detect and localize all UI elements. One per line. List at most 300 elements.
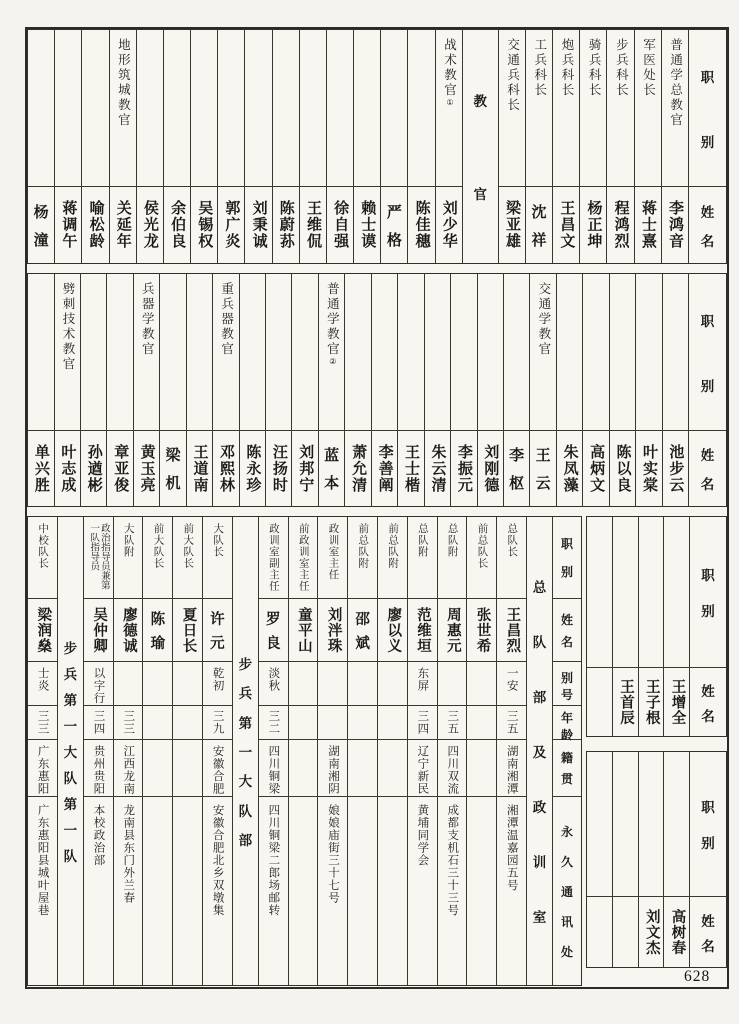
staff-name: 刘泮珠 (325, 606, 342, 654)
name-cell (259, 599, 288, 662)
header-column (688, 30, 726, 263)
person-column (612, 752, 638, 967)
alias-value: 东屏 (416, 667, 429, 692)
address-value: 湘潭温嘉园五号 (505, 804, 518, 892)
officer-name: 陈永珍 (244, 443, 262, 494)
officer-column (450, 274, 476, 506)
staff-column (113, 517, 143, 985)
age-cell (259, 706, 288, 740)
role-cell (187, 274, 212, 431)
officer-name: 刘秉诚 (250, 200, 268, 250)
role-cell (553, 30, 579, 187)
row-label-cell (553, 517, 581, 599)
staff-name: 王昌烈 (504, 606, 521, 654)
row-label-cell (553, 740, 581, 797)
officer-name: 刘少华 (440, 200, 458, 250)
page-number: 628 (684, 968, 711, 985)
staff-column (347, 517, 377, 985)
officer-column (291, 274, 317, 506)
role-cell (497, 517, 526, 599)
officer-column (133, 274, 159, 506)
name-cell (82, 187, 108, 263)
alias-cell (173, 662, 202, 706)
row-label-cell (553, 662, 581, 706)
name-cell (289, 599, 318, 662)
role-label: 骑兵科长 (587, 38, 602, 98)
officer-column (190, 30, 217, 263)
name-cell (173, 599, 202, 662)
officer-name: 王 云 (535, 447, 551, 492)
alias-cell (408, 662, 437, 706)
age-cell (408, 706, 437, 740)
address-value: 娘娘庙街三十七号 (327, 804, 340, 904)
name-cell (114, 599, 143, 662)
native-place-cell (289, 740, 318, 797)
address-cell (408, 797, 437, 985)
alias-cell (497, 662, 526, 706)
staff-column (437, 517, 467, 985)
header-column (689, 517, 726, 736)
native-place-cell (114, 740, 143, 797)
officer-column (299, 30, 326, 263)
age-cell (467, 706, 496, 740)
role-cell (408, 517, 437, 599)
alias-cell (114, 662, 143, 706)
officer-column (498, 30, 525, 263)
name-cell (583, 431, 608, 506)
name-cell (160, 431, 185, 506)
name-cell (613, 897, 638, 967)
age-cell (28, 706, 57, 740)
role-cell (114, 517, 143, 599)
officer-column (503, 274, 529, 506)
alias-value: 乾初 (211, 667, 224, 692)
officer-column (186, 274, 212, 506)
officer-name: 陈以良 (614, 443, 632, 494)
person-name: 王子根 (643, 678, 660, 726)
role-cell (28, 30, 54, 187)
role-cell (639, 752, 664, 897)
officer-column (407, 30, 434, 263)
name-header-label: 姓 名 (701, 683, 715, 724)
role-label: 前政训室主任 (297, 523, 310, 592)
staff-column (142, 517, 172, 985)
name-cell (553, 187, 579, 263)
native-place-value: 四川铜梁 (267, 745, 280, 795)
role-cell (587, 752, 612, 897)
officer-name: 陈蔚荪 (277, 200, 295, 250)
role-cell (504, 274, 529, 431)
officer-name: 刘邦宁 (297, 443, 315, 494)
role-cell (613, 752, 638, 897)
address-cell (438, 797, 467, 985)
role-label: 大队附 (122, 523, 135, 558)
role-cell (398, 274, 423, 431)
role-cell (137, 30, 163, 187)
unit-label: 步 兵 第 一 大 队 第 一 队 (63, 640, 78, 865)
officer-column (529, 274, 555, 506)
name-cell (345, 431, 370, 506)
staff-name: 罗 良 (265, 611, 281, 652)
address-cell (378, 797, 407, 985)
native-place-cell (28, 740, 57, 797)
name-cell (319, 431, 344, 506)
role-label: 政训室主任 (327, 523, 340, 581)
address-value: 黄埔同学会 (416, 804, 429, 867)
age-cell (348, 706, 377, 740)
name-cell (354, 187, 380, 263)
officer-column (28, 274, 53, 506)
role-cell (143, 517, 172, 599)
staff-name: 梁润燊 (35, 606, 52, 654)
role-cell (81, 274, 106, 431)
address-cell (28, 797, 57, 985)
native-place-cell (203, 740, 232, 797)
role-label: 总队附 (416, 523, 429, 558)
role-label: 前总队长 (476, 523, 489, 569)
name-cell (497, 599, 526, 662)
native-place-value: 四川双流 (446, 745, 459, 795)
age-cell (143, 706, 172, 740)
person-column (663, 752, 689, 967)
role-cell (354, 30, 380, 187)
right-side-tables (586, 516, 727, 968)
staff-name: 夏日长 (180, 606, 197, 654)
officer-name: 单兴胜 (32, 443, 50, 494)
officer-name: 池步云 (667, 443, 685, 494)
officer-name: 杨 潼 (33, 203, 49, 249)
officer-name: 萧允清 (350, 443, 368, 494)
name-cell (187, 431, 212, 506)
age-value: 三三 (36, 710, 49, 735)
officer-column (54, 30, 81, 263)
name-cell (451, 431, 476, 506)
alias-cell (467, 662, 496, 706)
instructors-table-top (27, 29, 727, 264)
role-cell (110, 30, 136, 187)
officer-column (109, 30, 136, 263)
age-value: 三九 (211, 710, 224, 735)
name-header-label: 姓 名 (700, 204, 715, 249)
header-column (688, 274, 726, 506)
officer-name: 郭广炎 (223, 200, 241, 250)
officer-column (397, 274, 423, 506)
role-header-cell (689, 30, 726, 187)
name-cell (408, 187, 434, 263)
name-cell (467, 599, 496, 662)
footnote-mark: ② (328, 357, 338, 366)
age-cell (114, 706, 143, 740)
officer-name: 沈 祥 (531, 203, 547, 249)
role-cell (218, 30, 244, 187)
role-cell (55, 30, 81, 187)
document-frame (25, 27, 729, 989)
role-label: 交通兵科长 (505, 38, 520, 113)
officer-name: 喻松龄 (87, 200, 105, 250)
staff-column (172, 517, 202, 985)
role-label: 普通学教官② (325, 282, 340, 366)
header-column (689, 752, 726, 967)
officer-name: 严 格 (386, 203, 402, 249)
staff-name: 童平山 (295, 606, 312, 654)
role-cell (662, 30, 688, 187)
role-label: 政训室副主任 (267, 523, 280, 592)
officer-column (159, 274, 185, 506)
role-label: 战术教官① (442, 38, 457, 107)
role-cell (55, 274, 80, 431)
role-cell (82, 30, 108, 187)
role-label: 炮兵科长 (559, 38, 574, 98)
merged-label: 教 官 (473, 94, 488, 202)
staff-name: 廖德诚 (120, 606, 137, 654)
officer-name: 吴锡权 (196, 200, 214, 250)
officer-column (81, 30, 108, 263)
name-cell (55, 187, 81, 263)
role-cell (663, 274, 688, 431)
person-column (587, 517, 612, 736)
name-cell (557, 431, 582, 506)
officer-column (272, 30, 299, 263)
age-value: 三四 (416, 710, 429, 735)
staff-column (466, 517, 496, 985)
name-cell (240, 431, 265, 506)
name-cell (436, 187, 462, 263)
role-cell (587, 517, 612, 668)
name-cell (664, 668, 689, 736)
person-column (663, 517, 689, 736)
row-label: 姓 名 (560, 612, 573, 649)
staff-name: 范维垣 (415, 606, 432, 654)
address-cell (348, 797, 377, 985)
address-cell (114, 797, 143, 985)
merged-cell (58, 517, 83, 985)
native-place-cell (378, 740, 407, 797)
name-cell (318, 599, 347, 662)
name-cell (526, 187, 552, 263)
age-cell (378, 706, 407, 740)
staff-name: 陈 瑜 (150, 611, 166, 652)
row-label: 别 号 (560, 670, 573, 702)
officer-name: 杨正坤 (585, 200, 603, 250)
person-column (638, 517, 664, 736)
role-header-label: 职 别 (700, 313, 715, 394)
native-place-cell (438, 740, 467, 797)
officer-name: 李善阐 (376, 443, 394, 494)
native-place-cell (143, 740, 172, 797)
name-cell (327, 187, 353, 263)
officer-name: 余伯良 (169, 200, 187, 250)
name-cell (499, 187, 525, 263)
role-cell (408, 30, 434, 187)
officer-name: 关延年 (114, 200, 132, 250)
age-cell (84, 706, 113, 740)
role-cell (273, 30, 299, 187)
officer-name: 刘刚德 (482, 443, 500, 494)
role-header-label: 职 别 (701, 800, 715, 851)
age-cell (203, 706, 232, 740)
officer-column (582, 274, 608, 506)
officer-name: 梁 机 (165, 447, 181, 492)
name-cell (639, 897, 664, 967)
row-label: 职 别 (560, 537, 573, 579)
officer-column (163, 30, 190, 263)
name-cell (110, 187, 136, 263)
age-cell (173, 706, 202, 740)
name-cell (662, 187, 688, 263)
name-cell (636, 431, 661, 506)
merged-cell (233, 517, 258, 985)
address-cell (318, 797, 347, 985)
name-cell (438, 599, 467, 662)
address-cell (143, 797, 172, 985)
row-label-cell (553, 797, 581, 985)
role-label: 前大队长 (152, 523, 165, 569)
name-cell (504, 431, 529, 506)
officer-column (318, 274, 344, 506)
age-value: 三四 (92, 710, 105, 735)
role-header-label: 职 别 (701, 568, 715, 619)
name-cell (378, 599, 407, 662)
person-column (587, 752, 612, 967)
officer-name: 徐自强 (332, 200, 350, 250)
officer-column (265, 274, 291, 506)
age-value: 三五 (505, 710, 518, 735)
native-place-cell (467, 740, 496, 797)
officer-column (477, 274, 503, 506)
name-cell (218, 187, 244, 263)
name-cell (607, 187, 633, 263)
alias-cell (438, 662, 467, 706)
role-header-cell (690, 752, 726, 897)
name-cell (664, 897, 689, 967)
role-cell (530, 274, 555, 431)
role-label: 前总队附 (387, 523, 400, 569)
role-cell (636, 274, 661, 431)
officer-column (525, 30, 552, 263)
name-header-cell (689, 187, 726, 263)
alias-cell (348, 662, 377, 706)
name-cell (639, 668, 664, 736)
age-cell (289, 706, 318, 740)
role-label: 地形筑城教官 (116, 38, 131, 128)
name-cell (134, 431, 159, 506)
staff-column (317, 517, 347, 985)
staff-column (28, 517, 57, 985)
name-header-cell (690, 668, 726, 736)
officer-name: 蒋士熹 (639, 200, 657, 250)
officer-name: 梁亚雄 (503, 200, 521, 250)
role-cell (478, 274, 503, 431)
role-cell (292, 274, 317, 431)
name-cell (191, 187, 217, 263)
address-cell (203, 797, 232, 985)
officer-name: 王士楷 (403, 443, 420, 494)
officer-column (371, 274, 397, 506)
name-cell (164, 187, 190, 263)
person-name: 王首辰 (617, 678, 634, 726)
alias-cell (84, 662, 113, 706)
role-cell (425, 274, 450, 431)
role-cell (134, 274, 159, 431)
staff-column (377, 517, 407, 985)
age-value: 三三 (122, 710, 135, 735)
officer-name: 叶实棠 (640, 443, 658, 494)
alias-cell (259, 662, 288, 706)
officer-column (80, 274, 106, 506)
officer-column (28, 30, 54, 263)
name-cell (28, 187, 54, 263)
officer-name: 陈佳穗 (413, 200, 431, 250)
staff-name: 吴仲卿 (91, 606, 108, 654)
role-cell (381, 30, 407, 187)
age-cell (318, 706, 347, 740)
officer-column (662, 274, 688, 506)
alias-value: 一安 (505, 667, 518, 692)
alias-value: 淡秋 (267, 667, 280, 692)
name-header-label: 姓 名 (700, 448, 715, 492)
staff-column (202, 517, 232, 985)
role-label: 重兵器教官 (219, 282, 234, 357)
role-cell (318, 517, 347, 599)
officer-column (54, 274, 80, 506)
role-cell (639, 517, 664, 668)
address-value: 四川铜梁二郎场邮转 (267, 804, 280, 917)
role-cell (436, 30, 462, 187)
officer-column (435, 30, 462, 263)
role-label: 劈刺技术教官 (60, 282, 75, 372)
age-value: 三五 (446, 710, 459, 735)
officer-column (552, 30, 579, 263)
row-label-cell (553, 599, 581, 662)
officer-name: 程鸿烈 (612, 200, 630, 250)
name-cell (143, 599, 172, 662)
officer-name: 朱凤藻 (561, 443, 579, 494)
role-cell (266, 274, 291, 431)
name-cell (478, 431, 503, 506)
role-header-label: 职 别 (700, 69, 715, 150)
role-cell (164, 30, 190, 187)
name-cell (292, 431, 317, 506)
officer-name: 王昌文 (558, 200, 576, 250)
role-cell (28, 274, 53, 431)
role-cell (613, 517, 638, 668)
merged-cell (527, 517, 552, 985)
staff-name: 许 元 (210, 611, 225, 652)
name-cell (398, 431, 423, 506)
native-place-cell (497, 740, 526, 797)
alias-cell (203, 662, 232, 706)
role-label: 兵器学教官 (140, 282, 155, 357)
role-cell (607, 30, 633, 187)
role-cell (635, 30, 661, 187)
role-label: 前总队附 (357, 523, 370, 569)
role-cell (557, 274, 582, 431)
role-label: 大队长 (212, 523, 225, 558)
officer-name: 蓝 本 (324, 447, 340, 492)
name-cell (587, 897, 612, 967)
role-cell (203, 517, 232, 599)
role-label: 政治指导员兼第一队指导员 (88, 523, 110, 590)
staff-column (288, 517, 318, 985)
name-cell (587, 668, 612, 736)
row-label: 永 久 通 讯 处 (560, 824, 573, 959)
officer-column (353, 30, 380, 263)
native-place-value: 湖南湘阴 (327, 745, 340, 795)
role-cell (160, 274, 185, 431)
alias-cell (378, 662, 407, 706)
role-cell (84, 517, 113, 599)
merged-unit-column (232, 517, 258, 985)
